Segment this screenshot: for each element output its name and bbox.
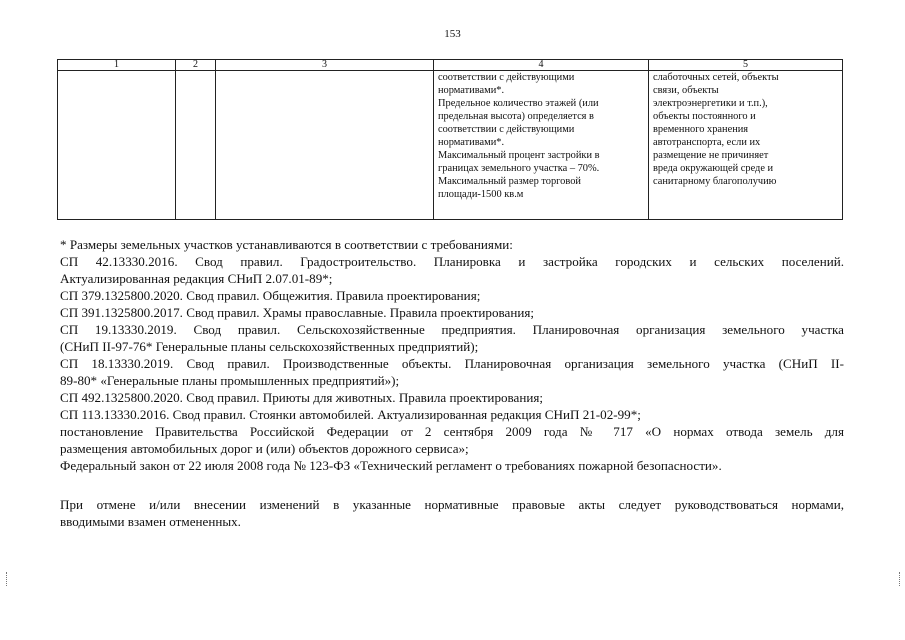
note-line: СП 42.13330.2016. Свод правил. Градостроительство. Планировка и застройка городских и сельских поселений. (60, 254, 844, 269)
note-line: 89-80* «Генеральные планы промышленных предприятий»); (60, 373, 400, 388)
header-col-3: 3 (216, 60, 434, 71)
cell-col-4-line: нормативами*. (438, 85, 505, 96)
cell-col-5-line: объекты постоянного и (653, 111, 756, 122)
cell-col-4-line: площади-1500 кв.м (438, 189, 524, 200)
cell-col-4 (434, 71, 649, 220)
cell-col-5-line: размещение не причиняет (653, 150, 769, 161)
note-line: (СНиП II-97-76* Генеральные планы сельскохозяйственных предприятий); (60, 339, 479, 354)
header-col-4: 4 (434, 60, 649, 71)
cell-col-4-line: соответствии с действующими (438, 124, 575, 135)
final-paragraph (60, 496, 844, 530)
cell-col-5-line: слаботочных сетей, объекты (653, 72, 779, 83)
notes-heading: * Размеры земельных участков устанавливаются в соответствии с требованиями: (60, 237, 513, 252)
header-col-1: 1 (58, 60, 176, 71)
table-row (58, 71, 843, 220)
cell-col-5-line: санитарному благополучию (653, 176, 777, 187)
note-line: СП 492.1325800.2020. Свод правил. Приюты для животных. Правила проектирования; (60, 390, 544, 405)
note-line: СП 18.13330.2019. Свод правил. Производственные объекты. Планировочная организация земельного участка (СНиП II- (60, 356, 844, 371)
cell-col-5 (649, 71, 843, 220)
note-line: СП 391.1325800.2017. Свод правил. Храмы православные. Правила проектирования; (60, 305, 534, 320)
right-edge-mark (899, 572, 901, 586)
note-line: СП 19.13330.2019. Свод правил. Сельскохозяйственные предприятия. Планировочная организация земельного участка (60, 322, 844, 337)
header-col-2: 2 (176, 60, 216, 71)
note-line: Актуализированная редакция СНиП 2.07.01-89*; (60, 271, 333, 286)
note-line: СП 379.1325800.2020. Свод правил. Общежития. Правила проектирования; (60, 288, 481, 303)
cell-col-5-line: электроэнергетики и т.п.), (653, 98, 768, 109)
cell-col-5-line: автотранспорта, если их (653, 137, 761, 148)
note-line: постановление Правительства Российской Федерации от 2 сентября 2009 года № 717 «О нормах отвода земель для (60, 424, 844, 439)
cell-col-5-line: вреда окружающей среде и (653, 163, 774, 174)
cell-col-2 (176, 71, 216, 220)
note-line: СП 113.13330.2016. Свод правил. Стоянки автомобилей. Актуализированная редакция СНиП 21-02-99*; (60, 407, 641, 422)
note-line: Федеральный закон от 22 июля 2008 года № 123-ФЗ «Технический регламент о требованиях пожарной безопасности». (60, 458, 722, 473)
header-col-5: 5 (649, 60, 843, 71)
cell-col-5-line: связи, объекты (653, 85, 719, 96)
page-number: 153 (444, 28, 461, 40)
cell-col-4-line: Максимальный размер торговой (438, 176, 581, 187)
cell-col-4-line: соответствии с действующими (438, 72, 575, 83)
cell-col-4-line: границах земельного участка – 70%. (438, 163, 600, 174)
final-line: При отмене и/или внесении изменений в указанные нормативные правовые акты следует руководствоваться нормами, (60, 497, 844, 512)
cell-col-3 (216, 71, 434, 220)
table-header-row (58, 60, 843, 71)
cell-col-4-line: нормативами*. (438, 137, 505, 148)
cell-col-1 (58, 71, 176, 220)
cell-col-4-line: Предельное количество этажей (или (438, 98, 599, 109)
land-plot-notes (60, 236, 844, 474)
cell-col-4-line: Максимальный процент застройки в (438, 150, 600, 161)
left-edge-mark (6, 572, 8, 586)
cell-col-4-line: предельная высота) определяется в (438, 111, 594, 122)
requirements-table (57, 59, 843, 220)
cell-col-5-line: временного хранения (653, 124, 749, 135)
final-line: вводимыми взамен отмененных. (60, 514, 241, 529)
note-line: размещения автомобильных дорог и (или) объектов дорожного сервиса»; (60, 441, 469, 456)
